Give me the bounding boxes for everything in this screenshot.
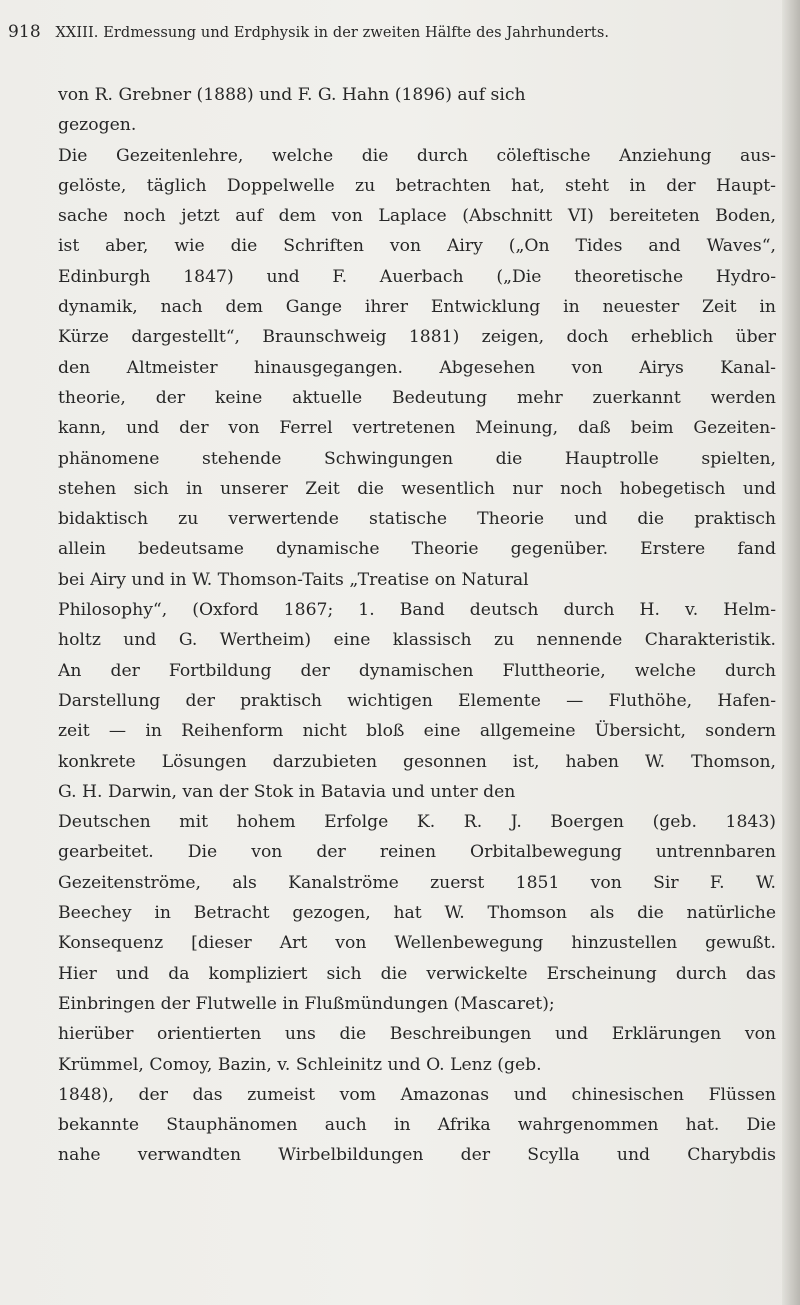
text-line: theorie, der keine aktuelle Bedeutung mehr zuerkannt werden <box>58 387 776 408</box>
text-line: nahe verwandten Wirbelbildungen der Scylla und Charybdis <box>58 1145 776 1166</box>
text-line: Konsequenz [dieser Art von Wellenbewegung hinzustellen gewußt. <box>58 933 776 954</box>
text-line: den Altmeister hinausgegangen. Abgesehen von Airys Kanal- <box>58 357 776 378</box>
text-line: zeit — in Reihenform nicht bloß eine allgemeine Übersicht, sondern <box>58 721 776 742</box>
text-line: bekannte Stauphänomen auch in Afrika wahrgenommen hat. Die <box>58 1115 776 1136</box>
running-title: XXIII. Erdmessung und Erdphysik in der zweiten Hälfte des Jahrhunderts. <box>55 25 610 41</box>
text-line: stehen sich in unserer Zeit die wesentlich nur noch hobegetisch und <box>58 478 776 499</box>
text-line: holtz und G. Wertheim) eine klassisch zu nennende Charakteristik. <box>58 630 776 651</box>
text-line: ist aber, wie die Schriften von Airy („On Tides and Waves“, <box>58 236 776 257</box>
text-line: konkrete Lösungen darzubieten gesonnen ist, haben W. Thomson, <box>58 751 776 772</box>
text-line: G. H. Darwin, van der Stok in Batavia und unter den <box>58 781 516 802</box>
text-line: Hier und da kompliziert sich die verwickelte Erscheinung durch das <box>58 963 776 984</box>
text-line: Edinburgh 1847) und F. Auerbach („Die theoretische Hydro- <box>58 266 776 287</box>
page-edge-shadow <box>782 0 800 1305</box>
page-number: 918 <box>8 22 41 42</box>
text-line: sache noch jetzt auf dem von Laplace (Abschnitt VI) bereiteten Boden, <box>58 206 776 227</box>
text-line: gezogen. <box>58 115 137 136</box>
text-line: hierüber orientierten uns die Beschreibungen und Erklärungen von <box>58 1024 776 1045</box>
text-line: allein bedeutsame dynamische Theorie gegenüber. Erstere fand <box>58 539 776 560</box>
text-line: Gezeitenströme, als Kanalströme zuerst 1851 von Sir F. W. <box>58 872 776 893</box>
text-line: 1848), der das zumeist vom Amazonas und chinesischen Flüssen <box>58 1084 776 1105</box>
text-line: von R. Grebner (1888) und F. G. Hahn (1896) auf sich <box>58 85 526 105</box>
text-line: Beechey in Betracht gezogen, hat W. Thomson als die natürliche <box>58 903 776 924</box>
text-line: phänomene stehende Schwingungen die Hauptrolle spielten, <box>58 448 776 469</box>
text-line: gelöste, täglich Doppelwelle zu betrachten hat, steht in der Haupt- <box>58 175 776 196</box>
text-line: Krümmel, Comoy, Bazin, v. Schleinitz und O. Lenz (geb. <box>58 1054 542 1075</box>
text-line: dynamik, nach dem Gange ihrer Entwicklung in neuester Zeit in <box>58 297 776 318</box>
text-line: Die Gezeitenlehre, welche die durch cöleftische Anziehung aus- <box>58 145 776 166</box>
page-header <box>8 22 778 42</box>
text-line: Einbringen der Flutwelle in Flußmündungen (Mascaret); <box>58 993 555 1014</box>
text-line: kann, und der von Ferrel vertretenen Meinung, daß beim Gezeiten- <box>58 418 776 439</box>
text-line: bidaktisch zu verwertende statische Theorie und die praktisch <box>58 509 776 530</box>
text-line: Darstellung der praktisch wichtigen Elemente — Fluthöhe, Hafen- <box>58 690 776 711</box>
text-line: gearbeitet. Die von der reinen Orbitalbewegung untrennbaren <box>58 842 776 863</box>
text-line: bei Airy und in W. Thomson-Taits „Treatise on Natural <box>58 569 529 590</box>
text-line: Kürze dargestellt“, Braunschweig 1881) zeigen, doch erheblich über <box>58 327 776 348</box>
text-line: Philosophy“, (Oxford 1867; 1. Band deutsch durch H. v. Helm- <box>58 600 776 621</box>
text-line: An der Fortbildung der dynamischen Fluttheorie, welche durch <box>58 660 776 681</box>
body-text <box>58 80 776 1171</box>
text-line: Deutschen mit hohem Erfolge K. R. J. Boergen (geb. 1843) <box>58 812 776 833</box>
